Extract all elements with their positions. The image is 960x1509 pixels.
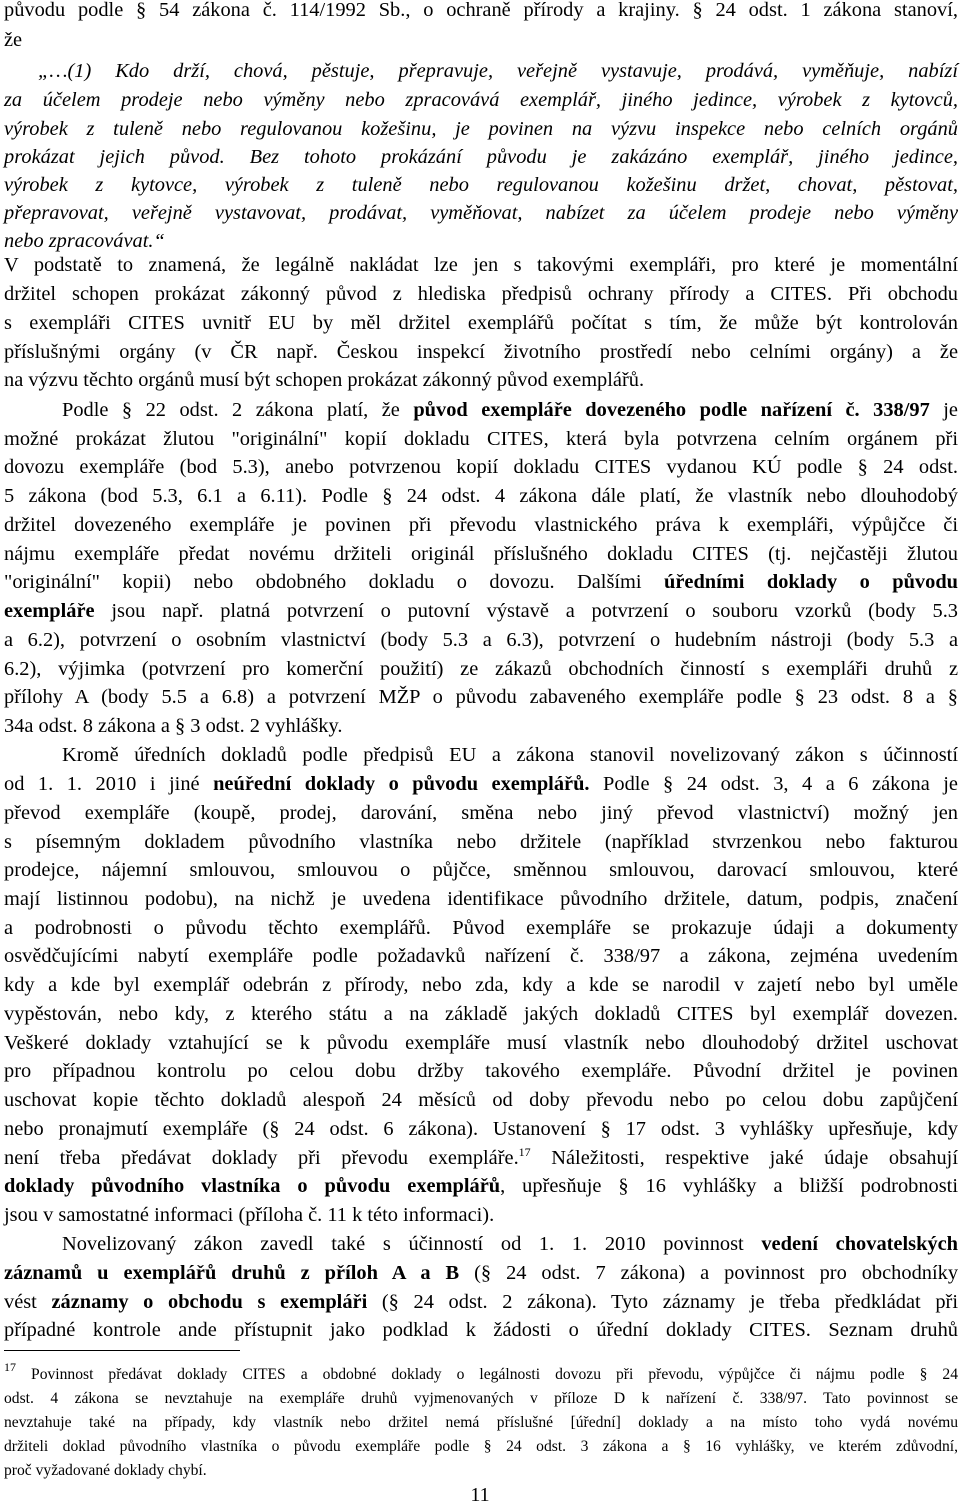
text-line: případné kontrole ande přístupnit jako podklad k žádosti o úřední doklady CITES. Seznam druhů	[4, 1319, 958, 1341]
quote-line: přepravovat, veřejně vystavovat, prodávat, vyměňovat, nabízet za účelem prodeje nebo výměny	[4, 202, 958, 224]
text-line: kdy a kde byl exemplář odebrán z přírody, nebo zda, kdy a kde se narodil v zajetí nebo byl uměle	[4, 974, 958, 996]
text-line: uschovat kopie těchto dokladů alespoň 24 měsíců od doby převodu nebo po celou dobu zapůjčení	[4, 1089, 958, 1111]
footnote-line: odst. 4 zákona se nevztahuje na exempláře druhů vyjmenovaných v příloze D k nařízení č. 338/97. Tato povinnost se	[4, 1390, 958, 1407]
text-line: záznamů u exemplářů druhů z příloh A a B (§ 24 odst. 7 zákona) a povinnost pro obchodníky	[4, 1262, 959, 1284]
text-line: a 6.2), potvrzení o osobním vlastnictví (body 5.3 a 6.3), potvrzení o hudebním nástroji (body 5.3 a	[4, 629, 958, 651]
text-line: Novelizovaný zákon zavedl také s účinností od 1. 1. 2010 povinnost vedení chovatelských	[62, 1233, 959, 1255]
text-line: Podle § 22 odst. 2 zákona platí, že původ exempláře dovezeného podle nařízení č. 338/97 je	[62, 399, 958, 421]
text-line: na výzvu těchto orgánů musí být schopen prokázat zákonný původ exemplářů.	[4, 369, 645, 391]
text-line: možné prokázat žlutou "originální" kopií dokladu CITES, která byla potvrzena celním orgánem při	[4, 428, 958, 450]
text-line: dovozu exempláře (bod 5.3), anebo potvrzenou kopií dokladu CITES vydanou KÚ podle § 24 odst.	[4, 456, 958, 478]
text-line: vypěstován, nebo kdy, z kterého státu a na základě jakých dokladů CITES byl exemplář dovezen.	[4, 1003, 958, 1025]
text-line: 6.2), výjimka (potvrzení pro komerční použití) ze zákazů obchodních činností s exempláři druhů z	[4, 658, 958, 680]
text-line: původu podle § 54 zákona č. 114/1992 Sb., o ochraně přírody a krajiny. § 24 odst. 1 zákona stanoví,	[4, 0, 958, 21]
text-line: že	[4, 29, 23, 51]
page-number: 11	[470, 1484, 490, 1506]
quote-line: nebo zpracovávat.“	[4, 230, 165, 252]
text-line: exempláře jsou např. platná potvrzení o putovní výstavě a potvrzení o souboru vzorků (body 5.3	[4, 600, 958, 622]
text-line: 34a odst. 8 zákona a § 3 odst. 2 vyhlášky.	[4, 715, 343, 737]
footnote-line: $^{17}$ Povinnost předávat doklady CITES a obdobné doklady o legálnosti dovozu při převodu, výpůjčce či nájmu podle § 24	[4, 1360, 958, 1383]
text-line: Veškeré doklady vztahující se k původu exempláře musí vlastník nebo dlouhodobý držitel uschovat	[4, 1032, 958, 1054]
text-line: nebo pronajmutí exempláře (§ 24 odst. 6 zákona). Ustanovení § 17 odst. 3 vyhlášky upřesňuje, kdy	[4, 1118, 958, 1140]
quote-line: prokázat jejich původ. Bez tohoto prokázání původu je zakázáno exemplář, jiného jedince,	[4, 146, 958, 168]
text-line: převod exempláře (koupě, prodej, darování, směna nebo jiný převod vlastnictví) možný jen	[4, 802, 958, 824]
text-line: není třeba předávat doklady při převodu exempláře.$^{17}$ Náležitosti, respektive jaké údaje obsahují	[4, 1145, 958, 1169]
text-line: s exempláři CITES uvnitř EU by měl držitel exemplářů počítat s tím, že může být kontrolován	[4, 312, 958, 334]
text-line: osvědčujícími nabytí exempláře podle požadavků nařízení č. 338/97 a zákona, zejména uvedením	[4, 945, 958, 967]
text-line: a podrobnosti o původu těchto exemplářů. Původ exempláře se prokazuje údaji a dokumenty	[4, 917, 958, 939]
footnote-line: držiteli doklad původního vlastníka o původu exempláře podle § 24 odst. 3 zákona a § 16 vyhlášky, ve kterém zdůvodní,	[4, 1438, 958, 1455]
quote-line: výrobek z tuleně nebo regulovanou kožešinu, je povinen na výzvu inspekce nebo celních orgánů	[4, 118, 958, 140]
text-line: držitel schopen prokázat zákonný původ z hlediska předpisů ochrany přírody a CITES. Při obchodu	[4, 283, 958, 305]
text-line: s písemným dokladem původního vlastníka nebo držitele (například stvrzenkou nebo fakturou	[4, 831, 958, 853]
text-line: Kromě úředních dokladů podle předpisů EU a zákona stanovil novelizovaný zákon s účinností	[62, 744, 958, 766]
footnote-line: proč vyžadované doklady chybí.	[4, 1462, 207, 1479]
text-line: mají listinnou podobu), na nichž je uvedena identifikace původního držitele, datum, podpis, značení	[4, 888, 958, 910]
footnote-divider	[4, 1350, 240, 1351]
text-line: příslušnými orgány (v ČR např. Českou inspekcí životního prostředí nebo celními orgány) a že	[4, 341, 958, 363]
text-line: přílohy A (body 5.5 a 6.8) a potvrzení MŽP o původu zabaveného exempláře podle § 23 odst. 8 a §	[4, 686, 958, 708]
text-line: 5 zákona (bod 5.3, 6.1 a 6.11). Podle § 24 odst. 4 zákona dále platí, že vlastník nebo dlouhodobý	[4, 485, 958, 507]
text-line: nájmu exempláře předat novému držiteli originál příslušného dokladu CITES (tj. nejčastěji žlutou	[4, 543, 958, 565]
text-line: vést záznamy o obchodu s exempláři (§ 24 odst. 2 zákona). Tyto záznamy je třeba předkládat při	[4, 1291, 958, 1313]
quote-line: výrobek z kytovce, výrobek z tuleně nebo regulovanou kožešinu držet, chovat, pěstovat,	[4, 174, 958, 196]
text-line: "originální" kopii) nebo obdobného dokladu o dovozu. Dalšími úředními doklady o původu	[4, 571, 959, 593]
text-line: V podstatě to znamená, že legálně nakládat lze jen s takovými exempláři, pro které je momentální	[4, 254, 958, 276]
quote-line: za účelem prodeje nebo výměny nebo zpracovává exemplář, jiného jedince, výrobek z kytovců,	[4, 89, 958, 111]
text-line: doklady původního vlastníka o původu exemplářů, upřesňuje § 16 vyhlášky a bližší podrobnosti	[4, 1175, 959, 1197]
text-line: od 1. 1. 2010 i jiné neúřední doklady o původu exemplářů. Podle § 24 odst. 3, 4 a 6 zákona je	[4, 773, 958, 795]
text-line: prodejce, nájemní smlouvou, smlouvou o půjčce, směnnou smlouvou, darovací smlouvou, které	[4, 859, 958, 881]
text-line: jsou v samostatné informaci (příloha č. 11 k této informaci).	[4, 1204, 495, 1226]
footnote-line: nevztahuje také na případy, kdy vlastník nebo držitel nemá příslušné [úřední] doklady a na místo toho vydá novému	[4, 1414, 958, 1431]
text-line: pro případnou kontrolu po celou dobu držby takového exempláře. Původní držitel je povinen	[4, 1060, 958, 1082]
quote-line: „…(1) Kdo drží, chová, pěstuje, přepravuje, veřejně vystavuje, prodává, vyměňuje, nabízí	[38, 60, 958, 82]
footnote-ref: 17	[518, 1145, 531, 1159]
text-line: držitel dovezeného exempláře je povinen při převodu vlastnického práva k exempláři, výpůjčce či	[4, 514, 958, 536]
